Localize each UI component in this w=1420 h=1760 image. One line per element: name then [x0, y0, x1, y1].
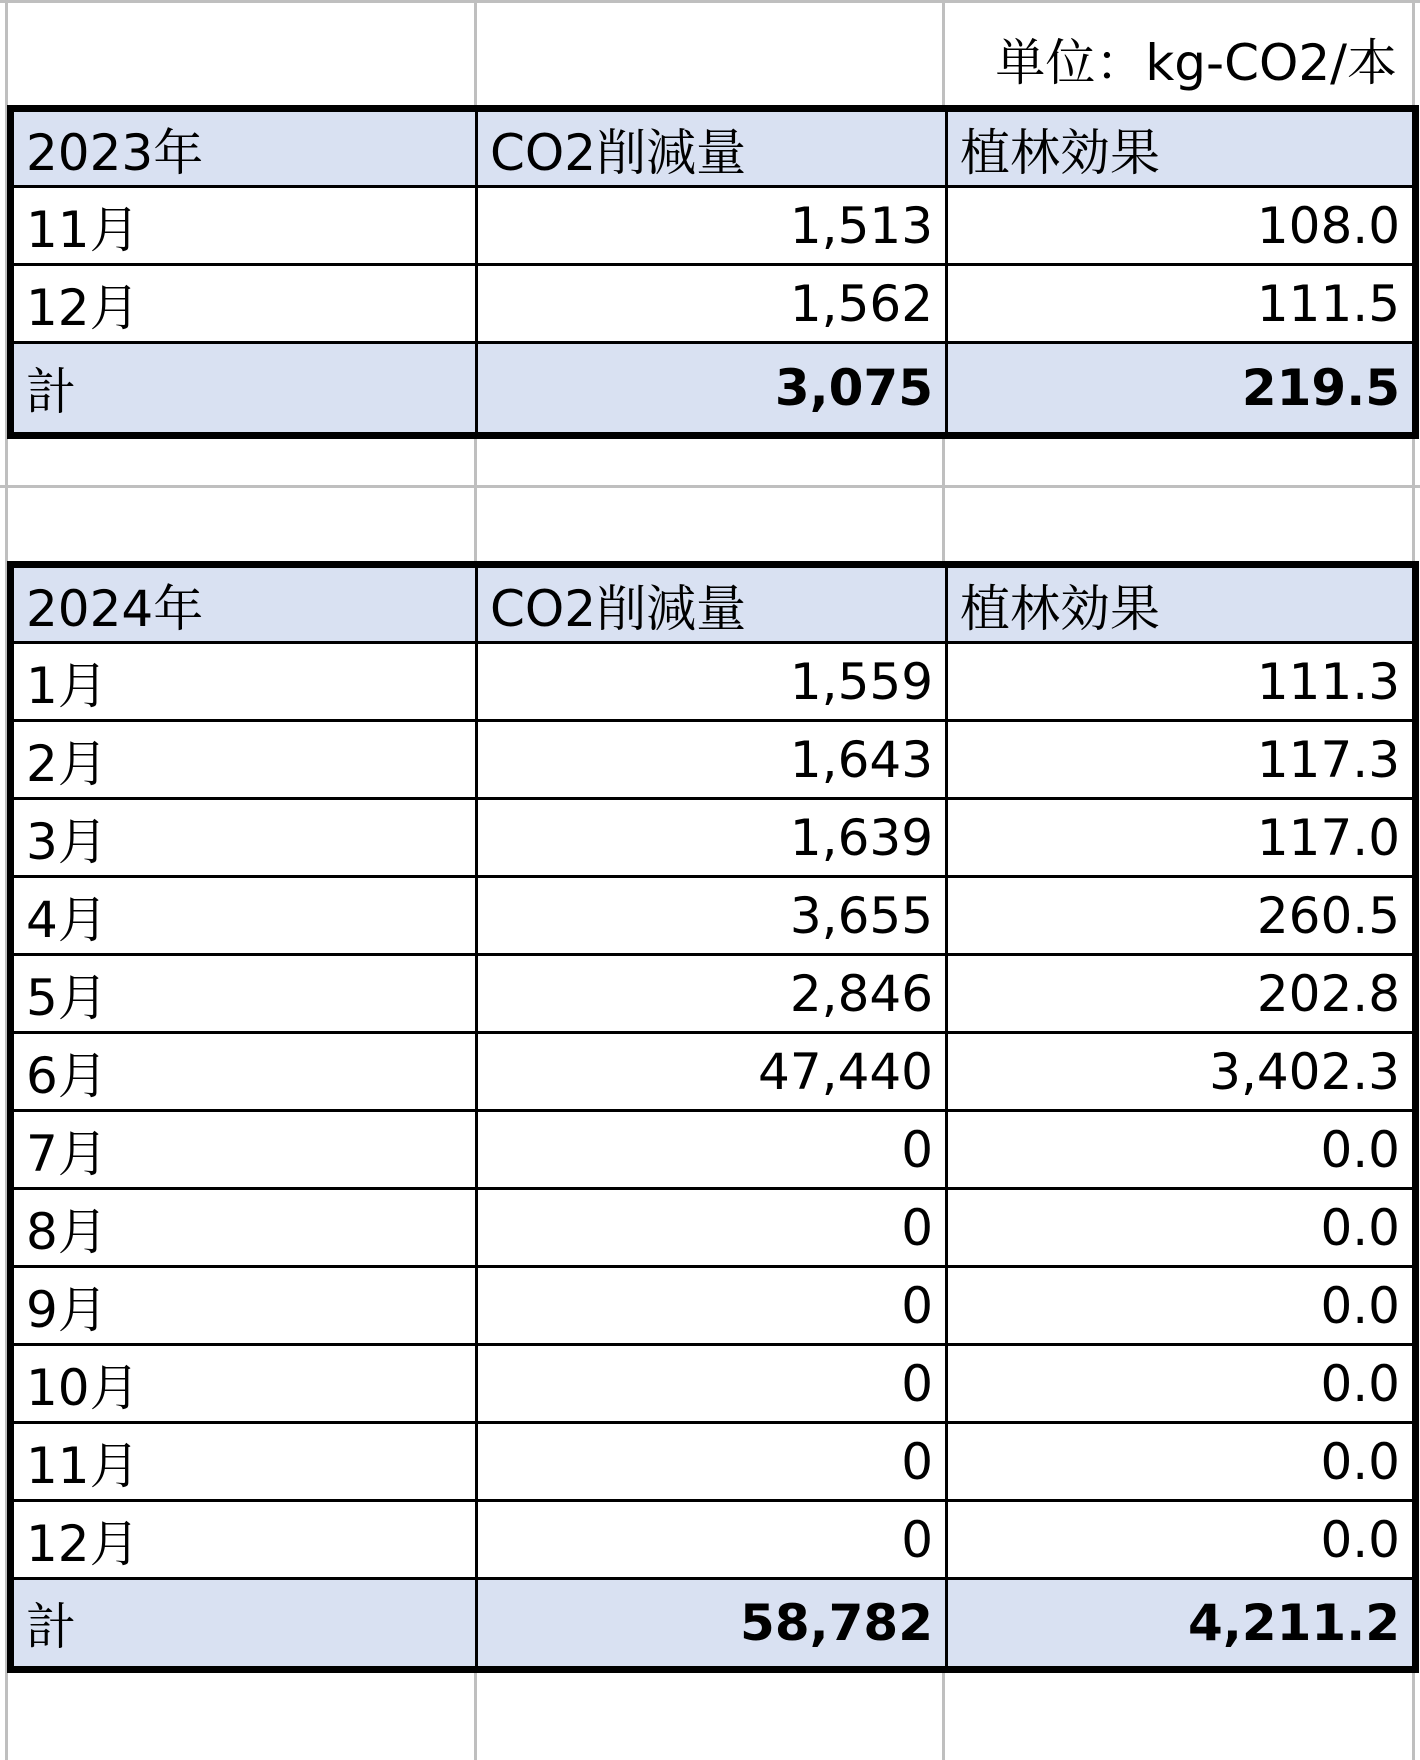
trees-cell[interactable]: 0.0 — [947, 1189, 1416, 1267]
unit-label: 単位：kg-CO2/本 — [995, 34, 1397, 92]
total-co2-cell[interactable]: 3,075 — [477, 343, 947, 436]
table-2023 — [7, 105, 1419, 439]
trees-cell[interactable]: 117.0 — [947, 799, 1416, 877]
co2-reduction-header[interactable]: CO2削減量 — [477, 109, 947, 187]
co2-cell[interactable]: 47,440 — [477, 1033, 947, 1111]
month-cell[interactable]: 7月 — [11, 1111, 477, 1189]
trees-cell[interactable]: 0.0 — [947, 1345, 1416, 1423]
table-row — [11, 1033, 1416, 1111]
co2-cell[interactable]: 0 — [477, 1345, 947, 1423]
table-row — [11, 799, 1416, 877]
total-row — [11, 343, 1416, 436]
month-cell[interactable]: 11月 — [11, 187, 477, 265]
grid-line — [0, 485, 1420, 488]
table-row — [11, 187, 1416, 265]
co2-cell[interactable]: 1,562 — [477, 265, 947, 343]
co2-cell[interactable]: 0 — [477, 1501, 947, 1579]
co2-cell[interactable]: 0 — [477, 1423, 947, 1501]
trees-cell[interactable]: 0.0 — [947, 1423, 1416, 1501]
total-row — [11, 1579, 1416, 1670]
total-trees-cell[interactable]: 4,211.2 — [947, 1579, 1416, 1670]
trees-cell[interactable]: 108.0 — [947, 187, 1416, 265]
table-row — [11, 721, 1416, 799]
trees-cell[interactable]: 117.3 — [947, 721, 1416, 799]
trees-cell[interactable]: 111.3 — [947, 643, 1416, 721]
month-cell[interactable]: 1月 — [11, 643, 477, 721]
table-row — [11, 1267, 1416, 1345]
table-2024 — [7, 561, 1419, 1673]
co2-cell[interactable]: 3,655 — [477, 877, 947, 955]
month-cell[interactable]: 10月 — [11, 1345, 477, 1423]
trees-cell[interactable]: 260.5 — [947, 877, 1416, 955]
total-label[interactable]: 計 — [11, 1579, 477, 1670]
planting-effect-header[interactable]: 植林効果 — [947, 565, 1416, 643]
table-row — [11, 265, 1416, 343]
co2-cell[interactable]: 2,846 — [477, 955, 947, 1033]
table-row — [11, 1501, 1416, 1579]
co2-cell[interactable]: 1,643 — [477, 721, 947, 799]
total-trees-cell[interactable]: 219.5 — [947, 343, 1416, 436]
trees-cell[interactable]: 202.8 — [947, 955, 1416, 1033]
trees-cell[interactable]: 0.0 — [947, 1501, 1416, 1579]
month-cell[interactable]: 8月 — [11, 1189, 477, 1267]
table-row — [11, 955, 1416, 1033]
month-cell[interactable]: 6月 — [11, 1033, 477, 1111]
month-cell[interactable]: 2月 — [11, 721, 477, 799]
table-row — [11, 1189, 1416, 1267]
year-header[interactable]: 2023年 — [11, 109, 477, 187]
co2-cell[interactable]: 1,639 — [477, 799, 947, 877]
table-header-row — [11, 109, 1416, 187]
co2-cell[interactable]: 0 — [477, 1189, 947, 1267]
month-cell[interactable]: 12月 — [11, 265, 477, 343]
co2-cell[interactable]: 1,513 — [477, 187, 947, 265]
table-row — [11, 1423, 1416, 1501]
trees-cell[interactable]: 111.5 — [947, 265, 1416, 343]
table-row — [11, 877, 1416, 955]
table-row — [11, 643, 1416, 721]
trees-cell[interactable]: 0.0 — [947, 1111, 1416, 1189]
total-label[interactable]: 計 — [11, 343, 477, 436]
table-row — [11, 1345, 1416, 1423]
month-cell[interactable]: 5月 — [11, 955, 477, 1033]
co2-cell[interactable]: 1,559 — [477, 643, 947, 721]
year-header[interactable]: 2024年 — [11, 565, 477, 643]
table-row — [11, 1111, 1416, 1189]
co2-reduction-header[interactable]: CO2削減量 — [477, 565, 947, 643]
month-cell[interactable]: 4月 — [11, 877, 477, 955]
month-cell[interactable]: 11月 — [11, 1423, 477, 1501]
trees-cell[interactable]: 0.0 — [947, 1267, 1416, 1345]
grid-line — [0, 0, 1420, 3]
co2-cell[interactable]: 0 — [477, 1111, 947, 1189]
month-cell[interactable]: 3月 — [11, 799, 477, 877]
table-header-row — [11, 565, 1416, 643]
month-cell[interactable]: 9月 — [11, 1267, 477, 1345]
planting-effect-header[interactable]: 植林効果 — [947, 109, 1416, 187]
trees-cell[interactable]: 3,402.3 — [947, 1033, 1416, 1111]
month-cell[interactable]: 12月 — [11, 1501, 477, 1579]
co2-cell[interactable]: 0 — [477, 1267, 947, 1345]
total-co2-cell[interactable]: 58,782 — [477, 1579, 947, 1670]
